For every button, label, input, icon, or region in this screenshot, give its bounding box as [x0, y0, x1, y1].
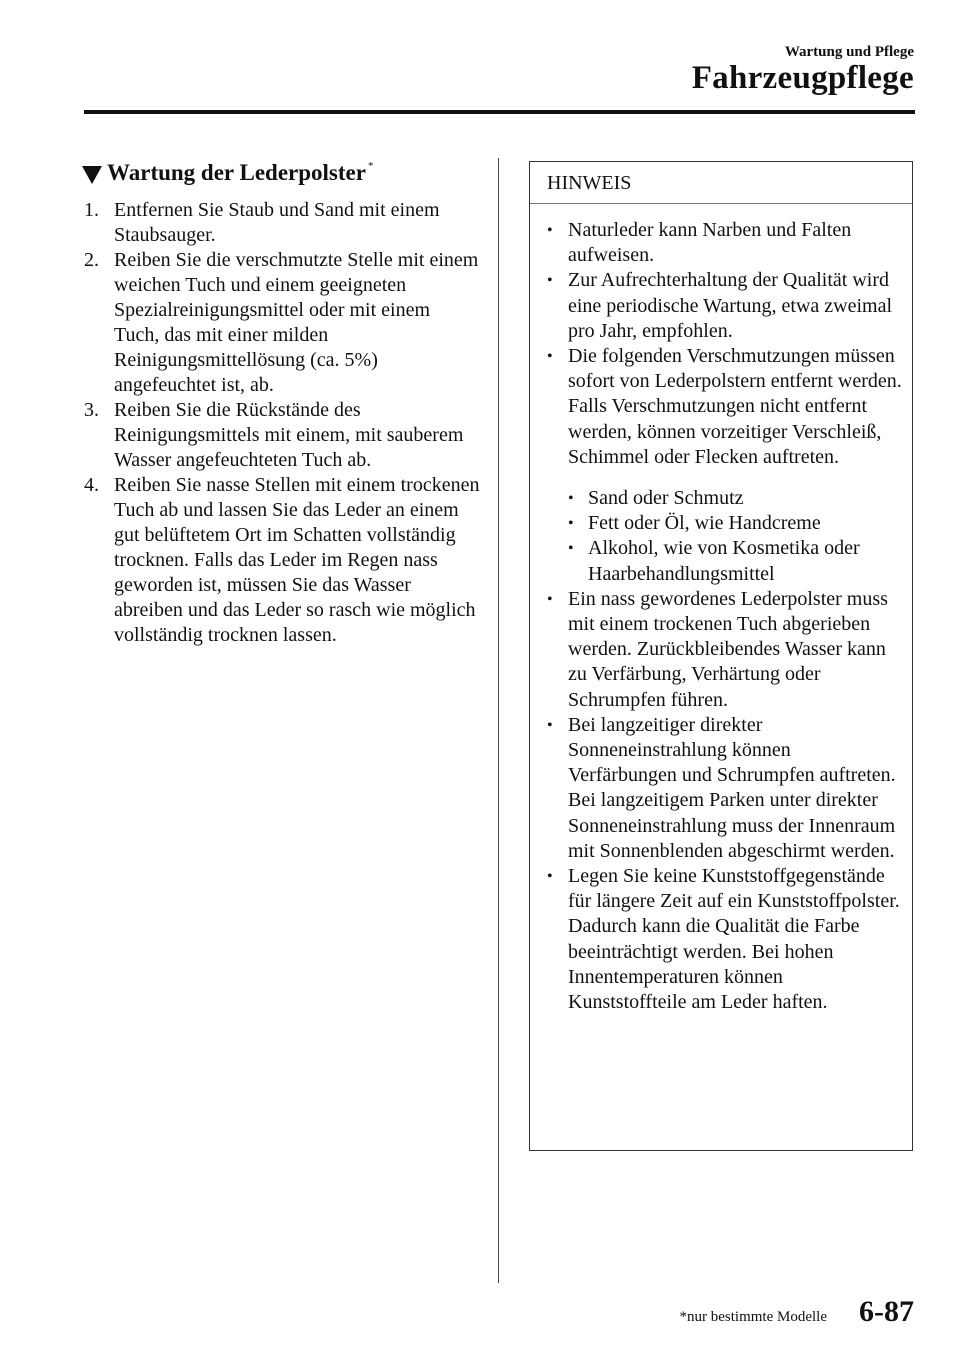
section-title: Wartung der Lederpolster [107, 160, 366, 185]
sub-bullet-text: Sand oder Schmutz [588, 487, 744, 510]
step-item [84, 473, 480, 648]
step-number: 1. [84, 199, 99, 221]
section-heading [82, 160, 480, 186]
left-column [84, 160, 480, 648]
header-kicker: Wartung und Pflege [784, 44, 914, 60]
sub-bullet-text: Alkohol, wie von Kosmetika oder Haarbehandlungsmittel [588, 537, 860, 585]
bullet-dot-icon: • [547, 348, 553, 366]
bullet-dot-icon: • [568, 540, 574, 558]
step-text: Entfernen Sie Staub und Sand mit einem Staubsauger. [114, 199, 440, 246]
note-bullet [530, 864, 902, 1015]
step-item [84, 398, 480, 473]
note-sub-bullet [530, 486, 902, 511]
bullet-dot-icon: • [547, 716, 553, 734]
step-number: 4. [84, 474, 99, 496]
step-item [84, 198, 480, 248]
note-bullet-continuation [530, 394, 902, 470]
note-sub-bullet [530, 511, 902, 536]
step-number: 2. [84, 249, 99, 271]
bullet-dot-icon: • [547, 222, 553, 239]
bullet-text: Zur Aufrechterhaltung der Qualität wird eine periodische Wartung, etwa zweimal pro Jahr, empfohlen. [568, 269, 893, 342]
note-bullet [530, 268, 902, 344]
bullet-text: Die folgenden Verschmutzungen müssen sofort von Lederpolstern entfernt werden. [568, 345, 902, 393]
step-item [84, 248, 480, 398]
header-rule [84, 110, 915, 114]
bullet-text: Naturleder kann Narben und Falten aufweisen. [568, 219, 852, 267]
note-bullet [530, 218, 902, 268]
step-text: Reiben Sie nasse Stellen mit einem trockenen Tuch ab und lassen Sie das Leder an einem gut belüftetem Ort im Schatten vollständig trocknen. Falls das Leder im Regen nass geworden ist, müssen Sie das Wasser abreiben und das Leder so rasch wie möglich vollständig trocknen lassen. [114, 474, 480, 646]
note-box [529, 161, 913, 1151]
step-text: Reiben Sie die verschmutzte Stelle mit einem weichen Tuch und einem geeigneten Spezialreinigungsmittel oder mit einem Tuch, das mit einer milden Reinigungsmittellösung (ca. 5%) angefeuchtet ist, ab. [114, 249, 479, 396]
bullet-dot-icon: • [547, 272, 553, 290]
sub-bullet-text: Fett oder Öl, wie Handcreme [588, 512, 821, 535]
bullet-dot-icon: • [547, 590, 553, 608]
note-body [530, 204, 912, 1015]
page-number: 6-87 [859, 1295, 914, 1328]
note-heading: HINWEIS [530, 162, 912, 204]
bullet-text: Bei langzeitiger direkter Sonneneinstrahlung können Verfärbungen und Schrumpfen auftreten. Bei langzeitigem Parken unter direkter Sonneneinstrahlung muss der Innenraum mit Sonnenblenden abgeschirmt werden. [568, 713, 896, 862]
column-divider [498, 158, 499, 1283]
bullet-text: Legen Sie keine Kunststoffgegenstände für längere Zeit auf ein Kunststoffpolster. Dadurch kann die Qualität die Farbe beeinträchtigt werden. Bei hohen Innentemperaturen können Kunststoffteile am Leder haften. [568, 865, 900, 1014]
footer-note: *nur bestimmte Modelle [679, 1309, 827, 1325]
step-number: 3. [84, 399, 99, 421]
note-bullet [530, 344, 902, 394]
page-title: Fahrzeugpflege [691, 60, 914, 96]
bullet-text: Falls Verschmutzungen nicht entfernt werden, können vorzeitiger Verschleiß, Schimmel oder Flecken auftreten. [568, 395, 882, 468]
note-bullet [530, 587, 902, 713]
bullet-text: Ein nass gewordenes Lederpolster muss mit einem trockenen Tuch abgerieben werden. Zurückbleibendes Wasser kann zu Verfärbung, Verhärtung oder Schrumpfen führen. [568, 587, 888, 711]
spacer [530, 470, 902, 486]
bullet-dot-icon: • [547, 868, 553, 886]
note-bullet [530, 713, 902, 864]
bullet-dot-icon: • [568, 490, 574, 508]
note-sub-bullet [530, 536, 902, 586]
step-text: Reiben Sie die Rückstände des Reinigungsmittels mit einem, mit sauberem Wasser angefeuchteten Tuch ab. [114, 399, 464, 471]
section-asterisk: * [367, 160, 374, 172]
triangle-down-icon [82, 166, 102, 184]
bullet-dot-icon: • [568, 515, 574, 533]
